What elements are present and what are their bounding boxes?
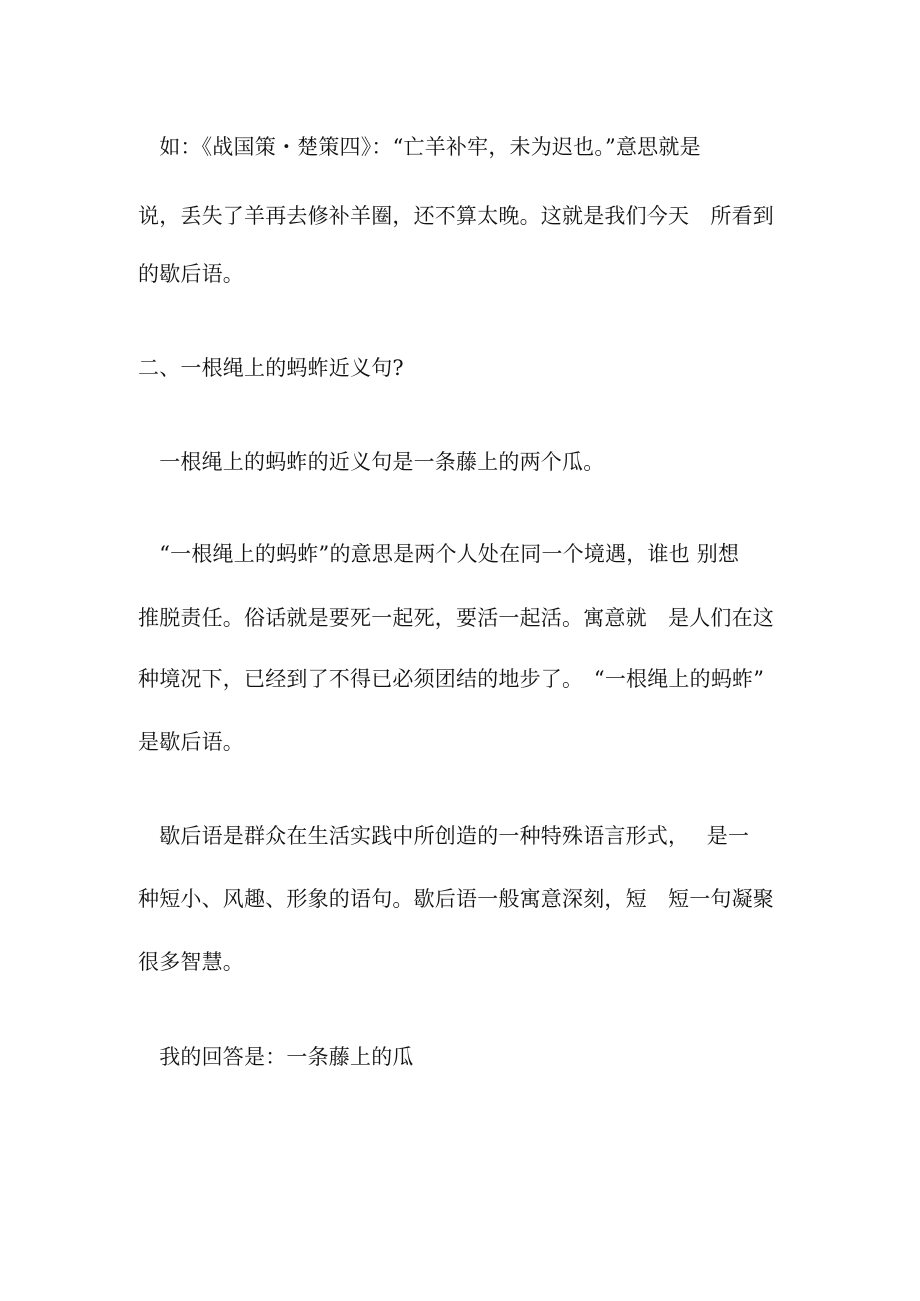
paragraph-3-line-4: 是歇后语。 [138, 730, 244, 754]
paragraph-1-line-1: 如：《战国策・楚策四》：“亡羊补牢，未为迟也。”意思就是 [138, 135, 701, 159]
paragraph-3-line-1: “一根绳上的蚂蚱”的意思是两个人处在同一个境遇，谁也 别想 [138, 542, 740, 566]
paragraph-3-line-2: 推脱责任。俗话就是要死一起死，要活一起活。寓意就 是人们在这 [138, 606, 774, 630]
paragraph-1-line-3: 的歇后语。 [138, 262, 244, 286]
paragraph-5-line-1: 我的回答是：一条藤上的瓜 [138, 1045, 414, 1069]
paragraph-2-line-1: 一根绳上的蚂蚱的近义句是一条藤上的两个瓜。 [138, 450, 605, 474]
paragraph-4-line-2: 种短小、风趣、形象的语句。歇后语一般寓意深刻，短 短一句凝聚 [138, 887, 774, 911]
paragraph-1-line-2: 说，丢失了羊再去修补羊圈，还不算太晚。这就是我们今天 所看到 [138, 204, 774, 228]
section-heading-2: 二、一根绳上的蚂蚱近义句? [138, 356, 404, 380]
paragraph-4-line-3: 很多智慧。 [138, 950, 244, 974]
paragraph-3-line-3: 种境况下，已经到了不得已必须团结的地步了。 “一根绳上的蚂蚱” [138, 667, 765, 691]
paragraph-4-line-1: 歇后语是群众在生活实践中所创造的一种特殊语言形式， 是一 [138, 824, 750, 848]
